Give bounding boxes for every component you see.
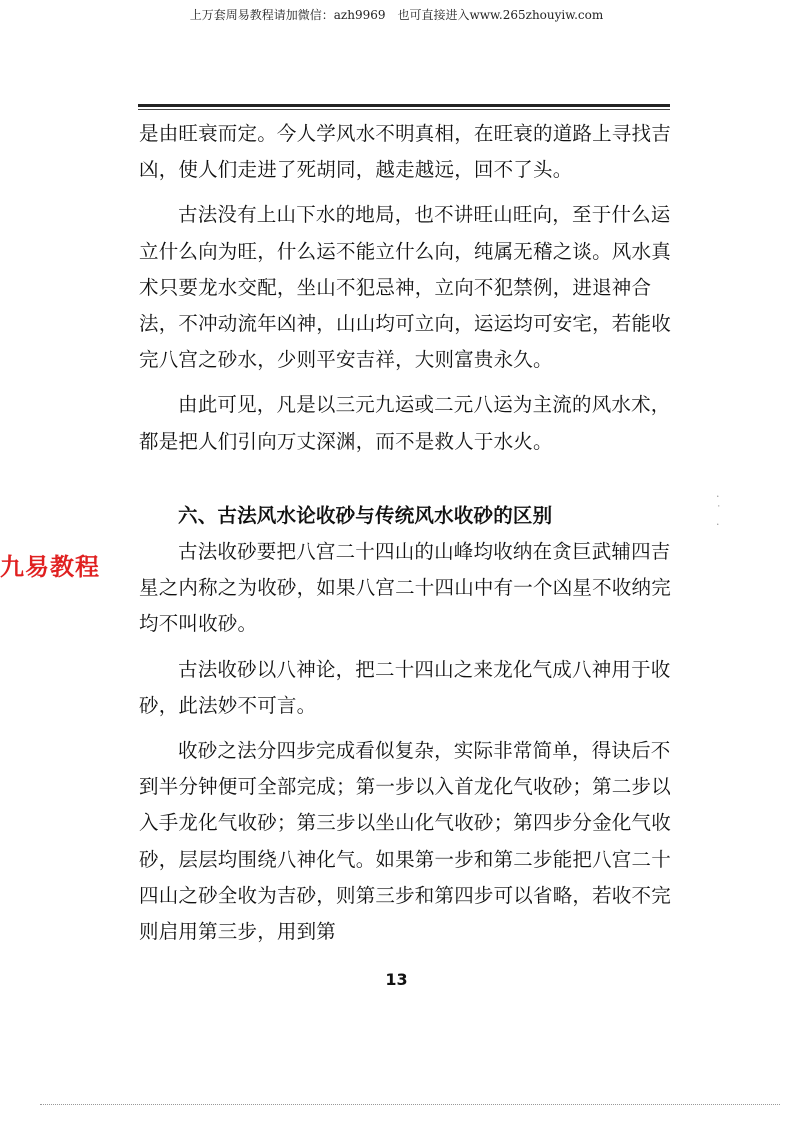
- page-body: [139, 116, 671, 959]
- paragraph-2: 古法没有上山下水的地局，也不讲旺山旺向，至于什么运立什么向为旺，什么运不能立什么向，纯属无稽之谈。风水真术只要龙水交配，坐山不犯忌神，立向不犯禁例，进退神合法，不冲动流年凶神，山山均可立向，运运均可安宅，若能收完八宫之砂水，少则平安吉祥，大则富贵永久。: [139, 203, 671, 372]
- header-promo-text: 上万套周易教程请加微信：azh9969 也可直接进入www.265zhouyiw.com: [189, 8, 604, 22]
- scan-speck: · ˙ ·: [716, 490, 722, 531]
- bottom-scan-line: [40, 1104, 780, 1105]
- paragraph-5: 古法收砂以八神论，把二十四山之来龙化气成八神用于收砂，此法妙不可言。: [139, 657, 671, 717]
- paragraph-3: 由此可见，凡是以三元九运或二元八运为主流的风水术，都是把人们引向万丈深渊，而不是救人于水火。: [139, 393, 671, 453]
- section-heading: 六、古法风水论收砂与传统风水收砂的区别: [178, 503, 553, 527]
- watermark-logo: 九易教程: [0, 553, 100, 581]
- header-rule-thin: [138, 109, 670, 110]
- header-rule-thick: [138, 104, 670, 107]
- paragraph-4: 古法收砂要把八宫二十四山的山峰均收纳在贪巨武辅四吉星之内称之为收砂，如果八宫二十四山中有一个凶星不收纳完均不叫收砂。: [139, 540, 671, 636]
- paragraph-6: 收砂之法分四步完成看似复杂，实际非常简单，得诀后不到半分钟便可全部完成；第一步以入首龙化气收砂；第二步以入手龙化气收砂；第三步以坐山化气收砂；第四步分金化气收砂，层层均围绕八神化气。如果第一步和第二步能把八宫二十四山之砂全收为吉砂，则第三步和第四步可以省略，若收不完则启用第三步，用到第: [139, 739, 671, 944]
- paragraph-1: 是由旺衰而定。今人学风水不明真相，在旺衰的道路上寻找吉凶，使人们走进了死胡同，越走越远，回不了头。: [139, 122, 671, 182]
- page-number: 13: [385, 970, 408, 989]
